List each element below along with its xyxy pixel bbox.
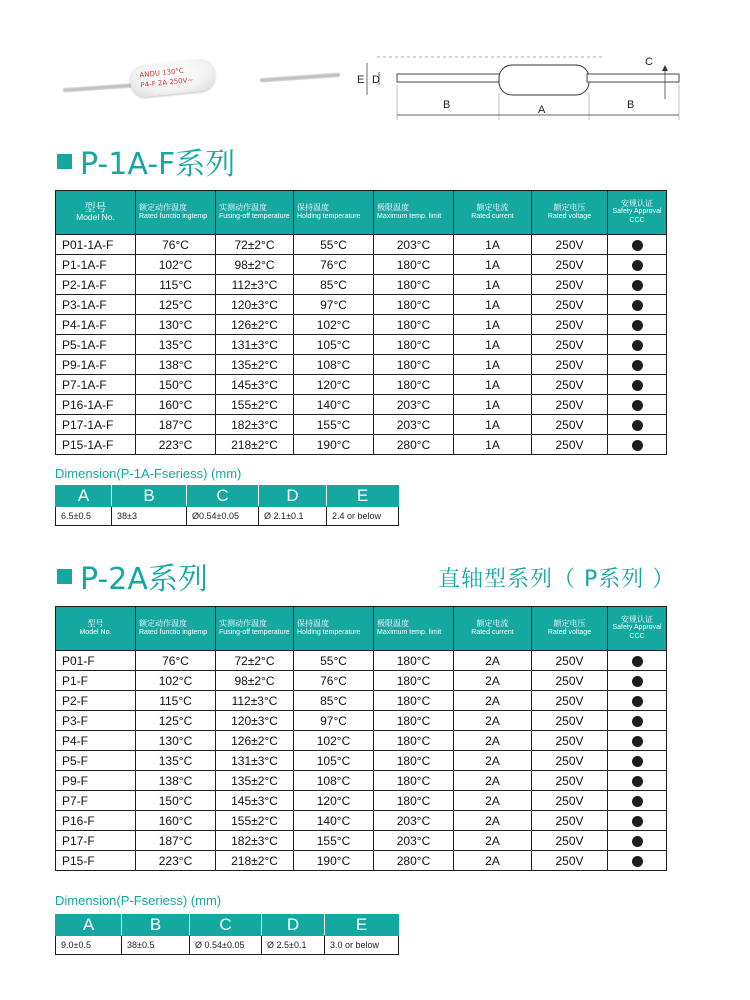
- cell-rated-voltage: 250V: [532, 435, 608, 455]
- cell-rated-voltage: 250V: [532, 255, 608, 275]
- cell-rated-temp: 130°C: [136, 731, 216, 751]
- cell-safety-approval: [608, 771, 667, 791]
- section2-title: [57, 554, 208, 598]
- cell-model: P5-1A-F: [56, 335, 136, 355]
- cell-safety-approval: [608, 851, 667, 871]
- cell-rated-current: 1A: [454, 335, 532, 355]
- cell-rated-voltage: 250V: [532, 791, 608, 811]
- cell-rated-current: 2A: [454, 771, 532, 791]
- table-row: [56, 811, 667, 831]
- dim-value-d: Ø 2.1±0.1: [259, 507, 327, 526]
- header-max-temp: 极限温度 Maximum temp. limit: [374, 191, 454, 235]
- cell-rated-temp: 150°C: [136, 791, 216, 811]
- cell-model: P7-F: [56, 791, 136, 811]
- cell-rated-voltage: 250V: [532, 235, 608, 255]
- cell-holding-temp: 120°C: [294, 375, 374, 395]
- cell-rated-current: 2A: [454, 651, 532, 671]
- cell-max-temp: 180°C: [374, 295, 454, 315]
- cell-rated-current: 1A: [454, 375, 532, 395]
- cell-max-temp: 180°C: [374, 791, 454, 811]
- cell-holding-temp: 105°C: [294, 751, 374, 771]
- cell-safety-approval: [608, 671, 667, 691]
- cell-rated-current: 1A: [454, 355, 532, 375]
- cell-rated-current: 1A: [454, 435, 532, 455]
- dim-label-c: C: [645, 56, 653, 68]
- cell-rated-voltage: 250V: [532, 415, 608, 435]
- cell-holding-temp: 140°C: [294, 395, 374, 415]
- dim-label-b-left: B: [443, 99, 451, 111]
- cell-holding-temp: 108°C: [294, 355, 374, 375]
- dim-header-c: C: [190, 915, 262, 936]
- cell-holding-temp: 97°C: [294, 711, 374, 731]
- cell-safety-approval: [608, 691, 667, 711]
- table-row: [56, 315, 667, 335]
- table-row: [56, 395, 667, 415]
- cell-fusing-temp: 126±2°C: [216, 731, 294, 751]
- cell-rated-temp: 76°C: [136, 235, 216, 255]
- cell-model: P01-F: [56, 651, 136, 671]
- spec-table-p1a: [55, 190, 667, 455]
- fuse-label-line1: ANDU 130°C: [139, 66, 185, 80]
- header-safety-approval: 安规认证 Safety Approval CCC: [608, 607, 667, 651]
- dim-label-a: A: [538, 104, 546, 116]
- cell-max-temp: 203°C: [374, 831, 454, 851]
- cell-model: P3-F: [56, 711, 136, 731]
- cell-rated-temp: 125°C: [136, 295, 216, 315]
- cell-fusing-temp: 120±3°C: [216, 295, 294, 315]
- cell-safety-approval: [608, 255, 667, 275]
- cell-max-temp: 180°C: [374, 691, 454, 711]
- cell-rated-current: 2A: [454, 851, 532, 871]
- cell-rated-voltage: 250V: [532, 771, 608, 791]
- dimension-label-p2a: Dimension(P-Fseriess) (mm): [55, 893, 222, 908]
- cell-rated-current: 2A: [454, 731, 532, 751]
- header-model: 型号 Model No.: [56, 191, 136, 235]
- cell-max-temp: 180°C: [374, 275, 454, 295]
- cell-fusing-temp: 131±3°C: [216, 751, 294, 771]
- cell-model: P01-1A-F: [56, 235, 136, 255]
- table-row: [56, 691, 667, 711]
- header-max-temp: 极限温度 Maximum temp. limit: [374, 607, 454, 651]
- cell-fusing-temp: 112±3°C: [216, 691, 294, 711]
- cell-rated-current: 2A: [454, 711, 532, 731]
- table-row: [56, 791, 667, 811]
- dim-header-c: C: [187, 486, 259, 507]
- cell-safety-approval: [608, 651, 667, 671]
- approved-dot-icon: [632, 300, 643, 311]
- cell-model: P15-F: [56, 851, 136, 871]
- table-row: [56, 671, 667, 691]
- cell-rated-voltage: 250V: [532, 315, 608, 335]
- cell-rated-temp: 115°C: [136, 691, 216, 711]
- approved-dot-icon: [632, 260, 643, 271]
- cell-model: P17-F: [56, 831, 136, 851]
- cell-fusing-temp: 72±2°C: [216, 651, 294, 671]
- table-row: [56, 275, 667, 295]
- dim-label-e: E: [357, 74, 365, 86]
- cell-fusing-temp: 98±2°C: [216, 255, 294, 275]
- cell-max-temp: 203°C: [374, 395, 454, 415]
- dim-value-e: 2.4 or below: [327, 507, 399, 526]
- table-row: [56, 711, 667, 731]
- dim-value-e: 3.0 or below: [325, 936, 399, 955]
- fuse-body: [129, 58, 217, 99]
- table-row: [56, 295, 667, 315]
- cell-model: P16-1A-F: [56, 395, 136, 415]
- cell-max-temp: 280°C: [374, 435, 454, 455]
- approved-dot-icon: [632, 360, 643, 371]
- table-row: [56, 415, 667, 435]
- table-row: [56, 355, 667, 375]
- cell-rated-voltage: 250V: [532, 811, 608, 831]
- cell-holding-temp: 55°C: [294, 651, 374, 671]
- table-row: [56, 335, 667, 355]
- cell-rated-voltage: 250V: [532, 335, 608, 355]
- cell-max-temp: 203°C: [374, 235, 454, 255]
- dimension-value-row: [56, 507, 399, 526]
- fuse-dimension-diagram: [355, 45, 685, 130]
- dim-header-a: A: [56, 915, 122, 936]
- header-fusing-temp: 实测动作温度 Fusing-off temperature: [216, 191, 294, 235]
- table-row: [56, 731, 667, 751]
- dim-value-c: Ø 0.54±0.05: [190, 936, 262, 955]
- cell-rated-voltage: 250V: [532, 731, 608, 751]
- cell-model: P3-1A-F: [56, 295, 136, 315]
- approved-dot-icon: [632, 400, 643, 411]
- cell-rated-voltage: 250V: [532, 751, 608, 771]
- cell-rated-current: 1A: [454, 235, 532, 255]
- dim-header-b: B: [122, 915, 190, 936]
- cell-rated-temp: 150°C: [136, 375, 216, 395]
- header-fusing-temp: 实测动作温度 Fusing-off temperature: [216, 607, 294, 651]
- title-square-icon: [57, 569, 72, 584]
- dim-value-c: Ø0.54±0.05: [187, 507, 259, 526]
- cell-safety-approval: [608, 435, 667, 455]
- cell-safety-approval: [608, 235, 667, 255]
- cell-rated-temp: 102°C: [136, 255, 216, 275]
- cell-holding-temp: 102°C: [294, 315, 374, 335]
- header-rated-current: 额定电流 Rated current: [454, 191, 532, 235]
- cell-max-temp: 180°C: [374, 711, 454, 731]
- cell-model: P1-1A-F: [56, 255, 136, 275]
- cell-rated-current: 1A: [454, 395, 532, 415]
- header-model: 型号 Model No.: [56, 607, 136, 651]
- approved-dot-icon: [632, 836, 643, 847]
- cell-safety-approval: [608, 395, 667, 415]
- dim-header-d: D: [262, 915, 325, 936]
- cell-rated-temp: 223°C: [136, 851, 216, 871]
- title-square-icon: [57, 154, 72, 169]
- dim-value-b: 38±0.5: [122, 936, 190, 955]
- dimension-value-row: [56, 936, 399, 955]
- dimension-header-row: [56, 915, 399, 936]
- table-row: [56, 851, 667, 871]
- cell-max-temp: 180°C: [374, 315, 454, 335]
- table-row: [56, 831, 667, 851]
- cell-rated-current: 2A: [454, 791, 532, 811]
- cell-model: P1-F: [56, 671, 136, 691]
- cell-holding-temp: 140°C: [294, 811, 374, 831]
- header-holding-temp: 保持温度 Holding temperature: [294, 607, 374, 651]
- cell-holding-temp: 97°C: [294, 295, 374, 315]
- cell-max-temp: 280°C: [374, 851, 454, 871]
- section1-title-text: P-1A-F系列: [80, 147, 236, 182]
- cell-safety-approval: [608, 731, 667, 751]
- approved-dot-icon: [632, 676, 643, 687]
- approved-dot-icon: [632, 736, 643, 747]
- cell-holding-temp: 190°C: [294, 435, 374, 455]
- approved-dot-icon: [632, 340, 643, 351]
- cell-max-temp: 203°C: [374, 415, 454, 435]
- cell-safety-approval: [608, 375, 667, 395]
- cell-rated-temp: 223°C: [136, 435, 216, 455]
- cell-rated-current: 2A: [454, 811, 532, 831]
- header-rated-temp: 额定动作温度 Rated functio ingtemp: [136, 607, 216, 651]
- cell-rated-current: 2A: [454, 751, 532, 771]
- cell-fusing-temp: 218±2°C: [216, 851, 294, 871]
- approved-dot-icon: [632, 440, 643, 451]
- cell-max-temp: 180°C: [374, 355, 454, 375]
- cell-rated-current: 2A: [454, 671, 532, 691]
- cell-model: P15-1A-F: [56, 435, 136, 455]
- cell-fusing-temp: 112±3°C: [216, 275, 294, 295]
- cell-safety-approval: [608, 295, 667, 315]
- header-rated-voltage: 额定电压 Rated voltage: [532, 191, 608, 235]
- cell-fusing-temp: 131±3°C: [216, 335, 294, 355]
- table-row: [56, 375, 667, 395]
- cell-safety-approval: [608, 811, 667, 831]
- fuse-lead-right: [260, 72, 340, 83]
- cell-rated-temp: 125°C: [136, 711, 216, 731]
- cell-holding-temp: 108°C: [294, 771, 374, 791]
- cell-max-temp: 180°C: [374, 375, 454, 395]
- cell-model: P17-1A-F: [56, 415, 136, 435]
- dim-value-d: Ø 2.5±0.1: [262, 936, 325, 955]
- cell-rated-voltage: 250V: [532, 275, 608, 295]
- cell-safety-approval: [608, 831, 667, 851]
- cell-model: P4-1A-F: [56, 315, 136, 335]
- approved-dot-icon: [632, 380, 643, 391]
- cell-holding-temp: 190°C: [294, 851, 374, 871]
- cell-safety-approval: [608, 275, 667, 295]
- cell-rated-temp: 130°C: [136, 315, 216, 335]
- cell-rated-temp: 160°C: [136, 811, 216, 831]
- cell-max-temp: 180°C: [374, 671, 454, 691]
- approved-dot-icon: [632, 320, 643, 331]
- approved-dot-icon: [632, 796, 643, 807]
- cell-fusing-temp: 218±2°C: [216, 435, 294, 455]
- cell-safety-approval: [608, 415, 667, 435]
- spec-table-p2a: [55, 606, 667, 871]
- dim-header-e: E: [325, 915, 399, 936]
- approved-dot-icon: [632, 420, 643, 431]
- table-row: [56, 651, 667, 671]
- cell-fusing-temp: 155±2°C: [216, 811, 294, 831]
- cell-rated-temp: 160°C: [136, 395, 216, 415]
- cell-fusing-temp: 126±2°C: [216, 315, 294, 335]
- fuse-label-line2: P4-F 2A 250V~: [140, 75, 194, 90]
- cell-safety-approval: [608, 791, 667, 811]
- cell-holding-temp: 85°C: [294, 275, 374, 295]
- cell-rated-voltage: 250V: [532, 395, 608, 415]
- cell-rated-temp: 102°C: [136, 671, 216, 691]
- approved-dot-icon: [632, 756, 643, 767]
- cell-holding-temp: 102°C: [294, 731, 374, 751]
- cell-safety-approval: [608, 335, 667, 355]
- cell-rated-voltage: 250V: [532, 355, 608, 375]
- table-row: [56, 771, 667, 791]
- header-holding-temp: 保持温度 Holding temperature: [294, 191, 374, 235]
- cell-max-temp: 180°C: [374, 335, 454, 355]
- approved-dot-icon: [632, 716, 643, 727]
- cell-safety-approval: [608, 711, 667, 731]
- cell-model: P9-F: [56, 771, 136, 791]
- cell-holding-temp: 155°C: [294, 831, 374, 851]
- header-safety-approval: 安规认证 Safety Approval CCC: [608, 191, 667, 235]
- cell-rated-voltage: 250V: [532, 691, 608, 711]
- approved-dot-icon: [632, 816, 643, 827]
- cell-holding-temp: 120°C: [294, 791, 374, 811]
- cell-rated-temp: 187°C: [136, 415, 216, 435]
- cell-model: P4-F: [56, 731, 136, 751]
- dim-header-a: A: [56, 486, 112, 507]
- section1-title: [57, 139, 235, 183]
- dim-value-b: 38±3: [112, 507, 187, 526]
- cell-rated-temp: 187°C: [136, 831, 216, 851]
- approved-dot-icon: [632, 240, 643, 251]
- dimension-header-row: [56, 486, 399, 507]
- table-header-row: [56, 191, 667, 235]
- cell-rated-current: 1A: [454, 295, 532, 315]
- cell-holding-temp: 155°C: [294, 415, 374, 435]
- cell-fusing-temp: 72±2°C: [216, 235, 294, 255]
- cell-holding-temp: 105°C: [294, 335, 374, 355]
- cell-fusing-temp: 98±2°C: [216, 671, 294, 691]
- cell-rated-current: 1A: [454, 255, 532, 275]
- cell-rated-temp: 135°C: [136, 335, 216, 355]
- dim-header-e: E: [327, 486, 399, 507]
- cell-rated-voltage: 250V: [532, 711, 608, 731]
- dimension-table-p2a: [55, 914, 399, 955]
- approved-dot-icon: [632, 776, 643, 787]
- cell-rated-temp: 135°C: [136, 751, 216, 771]
- cell-rated-voltage: 250V: [532, 671, 608, 691]
- cell-safety-approval: [608, 751, 667, 771]
- section2-title-text: P-2A系列: [80, 562, 208, 597]
- cell-holding-temp: 76°C: [294, 671, 374, 691]
- cell-rated-voltage: 250V: [532, 831, 608, 851]
- cell-max-temp: 180°C: [374, 255, 454, 275]
- table-header-row: [56, 607, 667, 651]
- header-rated-temp: 额定动作温度 Rated functio ingtemp: [136, 191, 216, 235]
- cell-holding-temp: 55°C: [294, 235, 374, 255]
- cell-rated-voltage: 250V: [532, 651, 608, 671]
- cell-rated-temp: 138°C: [136, 355, 216, 375]
- approved-dot-icon: [632, 656, 643, 667]
- dimension-table-p1a: [55, 485, 399, 526]
- cell-model: P2-1A-F: [56, 275, 136, 295]
- cell-max-temp: 203°C: [374, 811, 454, 831]
- cell-model: P2-F: [56, 691, 136, 711]
- cell-max-temp: 180°C: [374, 651, 454, 671]
- cell-rated-temp: 138°C: [136, 771, 216, 791]
- header-rated-current: 额定电流 Rated current: [454, 607, 532, 651]
- cell-rated-temp: 115°C: [136, 275, 216, 295]
- cell-fusing-temp: 145±3°C: [216, 375, 294, 395]
- cell-fusing-temp: 182±3°C: [216, 831, 294, 851]
- approved-dot-icon: [632, 696, 643, 707]
- cell-model: P7-1A-F: [56, 375, 136, 395]
- table-row: [56, 751, 667, 771]
- table-row: [56, 435, 667, 455]
- cell-max-temp: 180°C: [374, 771, 454, 791]
- dim-label-b-right: B: [627, 99, 635, 111]
- cell-rated-current: 2A: [454, 831, 532, 851]
- section2-subtitle: 直轴型系列（ P系列 ）: [438, 567, 676, 592]
- dim-value-a: 6.5±0.5: [56, 507, 112, 526]
- cell-model: P5-F: [56, 751, 136, 771]
- cell-rated-current: 1A: [454, 415, 532, 435]
- cell-fusing-temp: 182±3°C: [216, 415, 294, 435]
- cell-rated-voltage: 250V: [532, 295, 608, 315]
- cell-rated-current: 2A: [454, 691, 532, 711]
- cell-model: P9-1A-F: [56, 355, 136, 375]
- cell-rated-current: 1A: [454, 315, 532, 335]
- cell-rated-voltage: 250V: [532, 375, 608, 395]
- cell-fusing-temp: 120±3°C: [216, 711, 294, 731]
- cell-rated-temp: 76°C: [136, 651, 216, 671]
- dim-header-d: D: [259, 486, 327, 507]
- dimension-label-p1a: Dimension(P-1A-Fseriess) (mm): [55, 466, 242, 481]
- cell-max-temp: 180°C: [374, 751, 454, 771]
- dim-label-d: D: [372, 74, 380, 86]
- cell-holding-temp: 85°C: [294, 691, 374, 711]
- table-row: [56, 255, 667, 275]
- cell-fusing-temp: 145±3°C: [216, 791, 294, 811]
- cell-fusing-temp: 135±2°C: [216, 355, 294, 375]
- cell-holding-temp: 76°C: [294, 255, 374, 275]
- cell-rated-voltage: 250V: [532, 851, 608, 871]
- dim-value-a: 9.0±0.5: [56, 936, 122, 955]
- dim-header-b: B: [112, 486, 187, 507]
- table-row: [56, 235, 667, 255]
- cell-safety-approval: [608, 315, 667, 335]
- cell-safety-approval: [608, 355, 667, 375]
- fuse-photo: [55, 45, 345, 125]
- cell-fusing-temp: 135±2°C: [216, 771, 294, 791]
- cell-rated-current: 1A: [454, 275, 532, 295]
- header-rated-voltage: 额定电压 Rated voltage: [532, 607, 608, 651]
- approved-dot-icon: [632, 856, 643, 867]
- approved-dot-icon: [632, 280, 643, 291]
- cell-model: P16-F: [56, 811, 136, 831]
- cell-fusing-temp: 155±2°C: [216, 395, 294, 415]
- cell-max-temp: 180°C: [374, 731, 454, 751]
